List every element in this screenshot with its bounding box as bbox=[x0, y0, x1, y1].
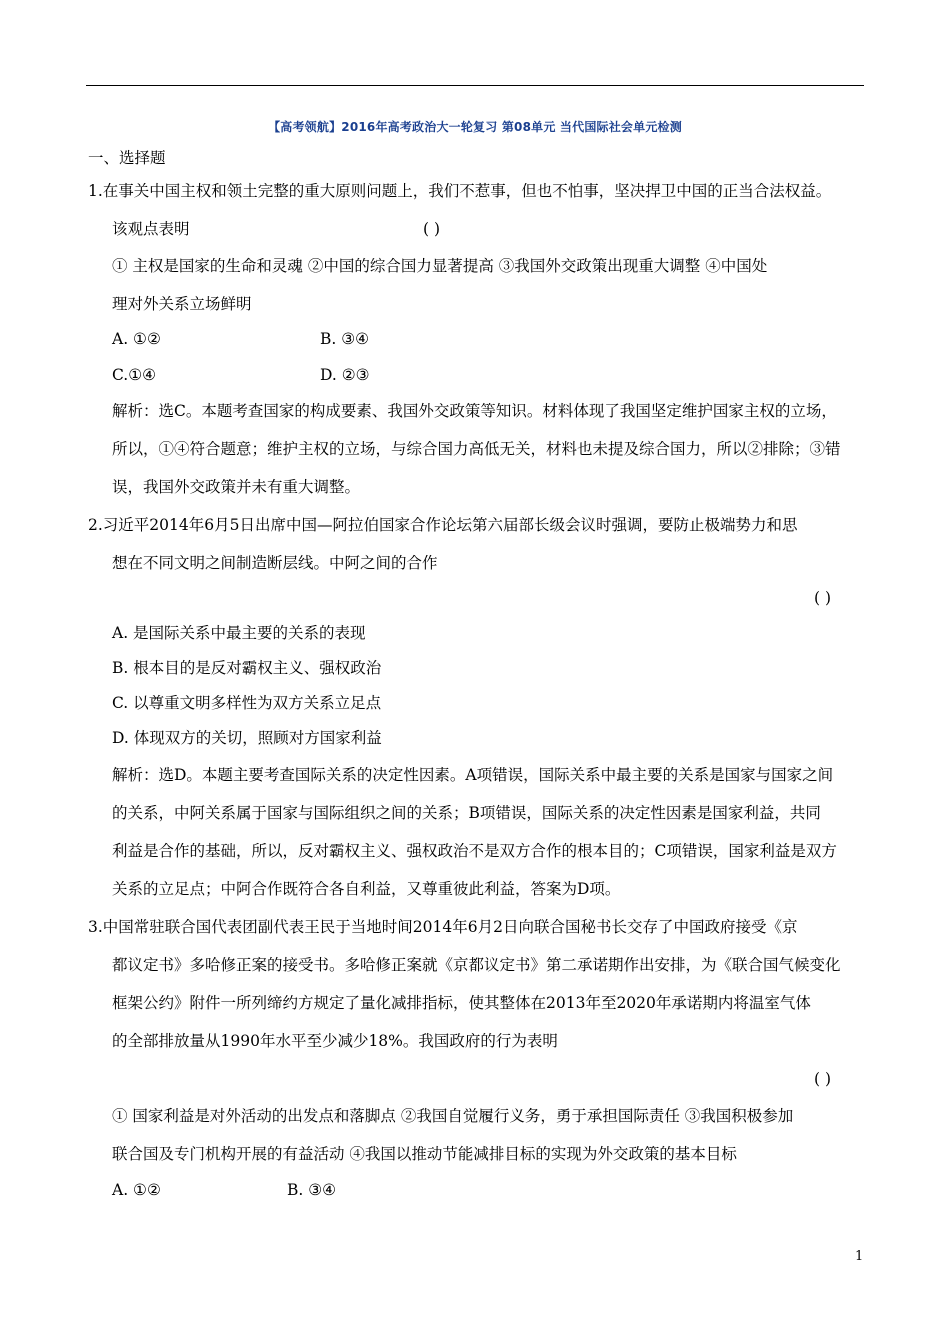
section-heading: 一、选择题 bbox=[88, 149, 166, 167]
q3-options-line-1: ① 国家利益是对外活动的出发点和落脚点 ②我国自觉履行义务，勇于承担国际责任 ③我国积极参加 bbox=[112, 1107, 794, 1125]
q3-stem-4: 的全部排放量从1990年水平至少减少18%。我国政府的行为表明 bbox=[112, 1032, 558, 1050]
q2-answer-paren: ( ) bbox=[814, 589, 832, 607]
header-rule bbox=[86, 85, 864, 86]
q1-option-a: A. ①② bbox=[112, 330, 161, 348]
q1-options-line-1: ① 主权是国家的生命和灵魂 ②中国的综合国力显著提高 ③我国外交政策出现重大调整 ④中国处 bbox=[112, 257, 768, 275]
q2-option-c: C. 以尊重文明多样性为双方关系立足点 bbox=[112, 694, 382, 712]
q3-options-line-2: 联合国及专门机构开展的有益活动 ④我国以推动节能减排目标的实现为外交政策的基本目标 bbox=[112, 1145, 737, 1163]
q3-stem-2: 都议定书》多哈修正案的接受书。多哈修正案就《京都议定书》第二承诺期作出安排，为《联合国气候变化 bbox=[112, 956, 841, 974]
q2-analysis-3: 利益是合作的基础，所以，反对霸权主义、强权政治不是双方合作的根本目的；C项错误，国家利益是双方 bbox=[112, 842, 837, 860]
q2-option-a: A. 是国际关系中最主要的关系的表现 bbox=[112, 624, 366, 642]
q3-stem-1: 3.中国常驻联合国代表团副代表王民于当地时间2014年6月2日向联合国秘书长交存了中国政府接受《京 bbox=[88, 918, 798, 936]
q1-option-b: B. ③④ bbox=[320, 330, 370, 348]
q3-option-a: A. ①② bbox=[112, 1181, 161, 1199]
q2-option-d: D. 体现双方的关切，照顾对方国家利益 bbox=[112, 729, 382, 747]
document-title: 【高考领航】2016年高考政治大一轮复习 第08单元 当代国际社会单元检测 bbox=[268, 120, 682, 134]
q3-stem-3: 框架公约》附件一所列缔约方规定了量化减排指标，使其整体在2013年至2020年承诺期内将温室气体 bbox=[112, 994, 811, 1012]
q1-option-c: C.①④ bbox=[112, 366, 157, 384]
q1-answer-paren: ( ) bbox=[423, 220, 441, 238]
q2-analysis-2: 的关系，中阿关系属于国家与国际组织之间的关系；B项错误，国际关系的决定性因素是国家利益，共同 bbox=[112, 804, 821, 822]
q2-stem: 2.习近平2014年6月5日出席中国—阿拉伯国家合作论坛第六届部长级会议时强调，要防止极端势力和思 bbox=[88, 516, 798, 534]
q3-option-b: B. ③④ bbox=[287, 1181, 337, 1199]
page-number: 1 bbox=[855, 1249, 864, 1264]
q1-analysis-1: 解析：选C。本题考查国家的构成要素、我国外交政策等知识。材料体现了我国坚定维护国家主权的立场， bbox=[112, 402, 837, 420]
q1-analysis-3: 误，我国外交政策并未有重大调整。 bbox=[112, 478, 361, 496]
q1-option-d: D. ②③ bbox=[320, 366, 370, 384]
q1-analysis-2: 所以，①④符合题意；维护主权的立场，与综合国力高低无关，材料也未提及综合国力，所以②排除；③错 bbox=[112, 440, 841, 458]
q1-options-line-2: 理对外关系立场鲜明 bbox=[112, 295, 252, 313]
q2-option-b: B. 根本目的是反对霸权主义、强权政治 bbox=[112, 659, 382, 677]
q2-analysis-1: 解析：选D。本题主要考查国际关系的决定性因素。A项错误，国际关系中最主要的关系是国家与国家之间 bbox=[112, 766, 834, 784]
q3-answer-paren: ( ) bbox=[814, 1070, 832, 1088]
q2-analysis-4: 关系的立足点；中阿合作既符合各自利益，又尊重彼此利益，答案为D项。 bbox=[112, 880, 621, 898]
q1-stem-2: 该观点表明 bbox=[112, 220, 190, 238]
q2-stem-2: 想在不同文明之间制造断层线。中阿之间的合作 bbox=[112, 554, 438, 572]
q1-stem: 1.在事关中国主权和领土完整的重大原则问题上，我们不惹事，但也不怕事，坚决捍卫中国的正当合法权益。 bbox=[88, 182, 832, 200]
